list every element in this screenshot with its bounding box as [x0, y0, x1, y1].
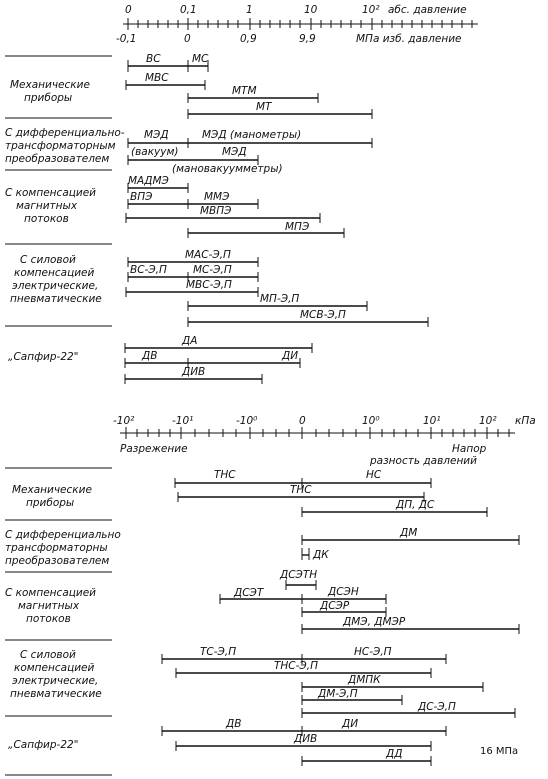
kpa-tick-1: -10¹ [172, 415, 194, 427]
label-di-bottom: ДИ [342, 718, 359, 730]
gauge-tick-0: -0,1 [116, 33, 137, 45]
top-group-labels [5, 56, 125, 363]
label-mvpe: МВПЭ [200, 205, 232, 217]
group-mech-top: Механические приборы [10, 79, 90, 104]
label-dsen: ДСЭН [328, 586, 359, 598]
label-dv-bottom: ДВ [226, 718, 242, 730]
pressure-label: Напор [452, 443, 487, 455]
group-force-bottom: С силовой компенсацией электрические, пневматические [10, 649, 102, 700]
gauge-pressure-label: МПа изб. давление [356, 33, 462, 45]
kpa-tick-5: 10¹ [423, 415, 441, 427]
label-vpe: ВПЭ [130, 191, 153, 203]
gauge-tick-3: 9,9 [299, 33, 316, 45]
label-msvep: МСВ-Э,П [300, 309, 346, 321]
label-mvs: МВС [145, 72, 169, 84]
label-madme: МАДМЭ [128, 175, 169, 187]
label-ns: НС [366, 469, 382, 481]
kpa-tick-3: 0 [299, 415, 306, 427]
group-diff-top: С дифференциально-трансформаторным преобразователем [5, 127, 125, 165]
label-dk: ДК [313, 549, 329, 561]
label-dv-top: ДВ [142, 350, 158, 362]
label-mtm: МТМ [232, 85, 257, 97]
label-dme: ДМЭ, ДМЭР [343, 616, 406, 628]
bottom-group-labels [5, 468, 121, 775]
label-med-1: МЭД [144, 129, 169, 141]
label-tnsep: ТНС-Э,П [274, 660, 318, 672]
label-div-bottom: ДИВ [294, 733, 318, 745]
label-vsep: ВС-Э,П [130, 264, 167, 276]
top-bars [125, 53, 428, 384]
label-mvsep: МВС-Э,П [186, 279, 232, 291]
abs-tick-2: 1 [246, 4, 253, 16]
label-div-top: ДИВ [182, 366, 206, 378]
label-dpds: ДП, ДС [396, 499, 435, 511]
abs-tick-3: 10 [304, 4, 318, 16]
kpa-tick-4: 10⁰ [362, 415, 380, 427]
group-force-top: С силовой компенсацией электрические, пневматические [10, 254, 102, 305]
label-dsetn: ДСЭТН [280, 569, 318, 581]
bottom-bars [162, 469, 519, 766]
footnote-16mpa: 16 МПа [480, 746, 519, 757]
kpa-tick-2: -10⁰ [236, 415, 258, 427]
label-tns-2: ТНС [290, 484, 312, 496]
gauge-tick-2: 0,9 [240, 33, 257, 45]
kpa-tick-0: -10² [113, 415, 135, 427]
group-diff-bottom: С дифференциально трансформаторны преобразователем [5, 529, 121, 567]
abs-pressure-label: абс. давление [388, 4, 467, 16]
label-vs: ВС [146, 53, 161, 65]
group-comp-bottom: С компенсацией магнитных потоков [5, 587, 97, 625]
abs-tick-4: 10² [362, 4, 380, 16]
label-mpep: МП-Э,П [260, 293, 300, 305]
bottom-scale [113, 415, 536, 467]
label-dser: ДСЭР [320, 600, 350, 612]
label-msep: МС-Э,П [193, 264, 232, 276]
group-sapfir-bottom: „Сапфир-22" [8, 739, 79, 751]
label-vakuum: (вакуум) [131, 146, 179, 158]
label-med-2: МЭД (манометры) [202, 129, 302, 141]
abs-tick-1: 0,1 [180, 4, 197, 16]
label-tsep: ТС-Э,П [200, 646, 237, 658]
vacuum-label: Разрежение [120, 443, 188, 455]
label-dmep: ДМ-Э,П [318, 688, 358, 700]
kpa-tick-6: 10² [479, 415, 497, 427]
label-mas: МАС-Э,П [185, 249, 231, 261]
group-comp-top: С компенсацией магнитных потоков [5, 187, 97, 225]
kpa-unit: кПа [515, 415, 536, 427]
label-med-3: МЭД [222, 146, 247, 158]
top-scale [116, 4, 478, 45]
label-manovak: (мановакуумметры) [172, 163, 283, 175]
diff-pressure-label: разность давлений [370, 455, 477, 467]
label-mt: МТ [256, 101, 272, 113]
label-mme: ММЭ [204, 191, 230, 203]
abs-tick-0: 0 [125, 4, 132, 16]
group-sapfir-top: „Сапфир-22" [8, 351, 79, 363]
label-nsep: НС-Э,П [354, 646, 392, 658]
label-da: ДА [182, 335, 198, 347]
label-dmpk: ДМПК [348, 674, 381, 686]
label-dm: ДМ [400, 527, 418, 539]
label-dset: ДСЭТ [234, 587, 264, 599]
label-dd: ДД [386, 748, 403, 760]
label-mpe: МПЭ [285, 221, 310, 233]
label-ms: МС [192, 53, 209, 65]
label-di-top: ДИ [282, 350, 299, 362]
label-tns: ТНС [214, 469, 236, 481]
group-mech-bottom: Механические приборы [12, 484, 92, 509]
label-dsep: ДС-Э,П [418, 701, 456, 713]
gauge-tick-1: 0 [184, 33, 191, 45]
